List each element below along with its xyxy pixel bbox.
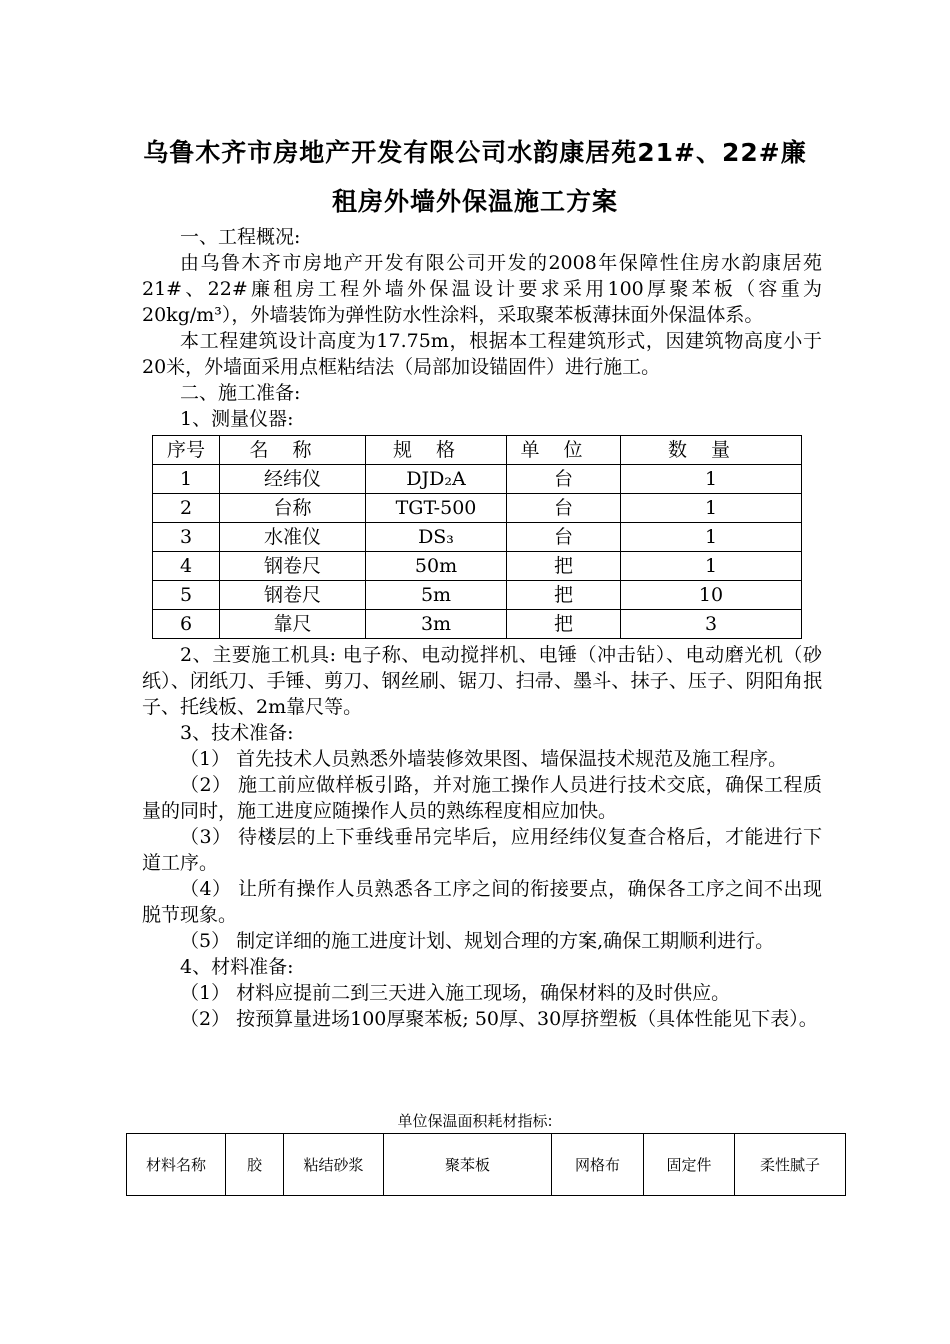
material-table-header xyxy=(127,1134,846,1196)
table-row xyxy=(153,581,802,610)
table-cell: 水准仪 xyxy=(220,523,366,552)
material-table xyxy=(126,1133,846,1196)
material-item: （2） 按预算量进场100厚聚苯板; 50厚、30厚挤塑板（具体性能见下表）。 xyxy=(180,1008,818,1030)
table-cell: 靠尺 xyxy=(220,610,366,639)
table-cell: 把 xyxy=(507,552,621,581)
header-cell: 粘结砂浆 xyxy=(284,1134,384,1196)
table-cell: 6 xyxy=(153,610,220,639)
instruments-heading: 1、测量仪器: xyxy=(180,408,294,430)
tech-item: （1） 首先技术人员熟悉外墙装修效果图、墙保温技术规范及施工程序。 xyxy=(180,748,788,770)
header-cell: 材料名称 xyxy=(127,1134,226,1196)
instrument-table-header xyxy=(153,436,802,465)
table-cell: 5m xyxy=(366,581,507,610)
table-cell: 台 xyxy=(507,523,621,552)
table-cell: 4 xyxy=(153,552,220,581)
material-table-caption: 单位保温面积耗材指标: xyxy=(397,1112,553,1130)
table-cell: 50m xyxy=(366,552,507,581)
header-cell: 序号 xyxy=(153,436,220,465)
table-cell: 1 xyxy=(621,494,802,523)
table-cell: 1 xyxy=(621,465,802,494)
table-cell: 台称 xyxy=(220,494,366,523)
document-title-line-1: 乌鲁木齐市房地产开发有限公司水韵康居苑21#、22#廉 xyxy=(143,138,807,167)
table-cell: 3m xyxy=(366,610,507,639)
table-cell: 台 xyxy=(507,465,621,494)
table-cell: 台 xyxy=(507,494,621,523)
table-row xyxy=(153,494,802,523)
table-cell: DJD₂A xyxy=(366,465,507,494)
table-cell: 2 xyxy=(153,494,220,523)
tech-heading: 3、技术准备: xyxy=(180,722,294,744)
table-cell: 10 xyxy=(621,581,802,610)
table-cell: 1 xyxy=(621,523,802,552)
table-cell: 经纬仪 xyxy=(220,465,366,494)
header-cell: 胶 xyxy=(226,1134,284,1196)
tech-item: （2） 施工前应做样板引路，并对施工操作人员进行技术交底，确保工程质量的同时，施工进度应随操作人员的熟练程度相应加快。 xyxy=(142,774,822,822)
header-cell: 规格 xyxy=(366,436,507,465)
table-cell: 把 xyxy=(507,581,621,610)
header-cell: 固定件 xyxy=(644,1134,735,1196)
table-cell: 1 xyxy=(621,552,802,581)
table-cell: 5 xyxy=(153,581,220,610)
material-heading: 4、材料准备: xyxy=(180,956,294,978)
preparation-heading: 二、施工准备: xyxy=(180,382,301,404)
table-cell: 3 xyxy=(621,610,802,639)
header-cell: 名称 xyxy=(220,436,366,465)
table-row xyxy=(153,552,802,581)
overview-paragraph-1: 由乌鲁木齐市房地产开发有限公司开发的2008年保障性住房水韵康居苑21#、22#廉租房工程外墙外保温设计要求采用100厚聚苯板（容重为20kg/m³），外墙装饰为弹性防水性涂料，采取聚苯板薄抹面外保温体系。 xyxy=(142,252,822,326)
header-cell: 聚苯板 xyxy=(384,1134,552,1196)
tech-item: （4） 让所有操作人员熟悉各工序之间的衔接要点，确保各工序之间不出现脱节现象。 xyxy=(142,878,822,926)
table-cell: 钢卷尺 xyxy=(220,552,366,581)
header-cell: 柔性腻子 xyxy=(735,1134,846,1196)
overview-paragraph-2: 本工程建筑设计高度为17.75m，根据本工程建筑形式，因建筑物高度小于20米，外墙面采用点框粘结法（局部加设锚固件）进行施工。 xyxy=(142,330,822,378)
header-cell: 网格布 xyxy=(552,1134,644,1196)
overview-heading: 一、工程概况: xyxy=(180,226,301,248)
table-cell: TGT-500 xyxy=(366,494,507,523)
header-cell: 单位 xyxy=(507,436,621,465)
table-cell: 钢卷尺 xyxy=(220,581,366,610)
tech-item: （3） 待楼层的上下垂线垂吊完毕后，应用经纬仪复查合格后，才能进行下道工序。 xyxy=(142,826,822,874)
table-row xyxy=(153,465,802,494)
table-row xyxy=(153,523,802,552)
instrument-table xyxy=(152,435,802,639)
tech-item: （5） 制定详细的施工进度计划、规划合理的方案,确保工期顺利进行。 xyxy=(180,930,775,952)
table-cell: DS₃ xyxy=(366,523,507,552)
material-item: （1） 材料应提前二到三天进入施工现场，确保材料的及时供应。 xyxy=(180,982,731,1004)
table-cell: 把 xyxy=(507,610,621,639)
document-title-line-2: 租房外墙外保温施工方案 xyxy=(331,187,618,216)
header-cell: 数量 xyxy=(621,436,802,465)
table-cell: 3 xyxy=(153,523,220,552)
table-cell: 1 xyxy=(153,465,220,494)
tools-paragraph: 2、主要施工机具: 电子称、电动搅拌机、电锤（冲击钻）、电动磨光机（砂纸）、闭纸刀、手锤、剪刀、钢丝刷、锯刀、扫帚、墨斗、抹子、压子、阴阳角抿子、托线板、2m靠尺等。 xyxy=(142,644,822,718)
table-row xyxy=(153,610,802,639)
document-body xyxy=(142,224,822,1032)
